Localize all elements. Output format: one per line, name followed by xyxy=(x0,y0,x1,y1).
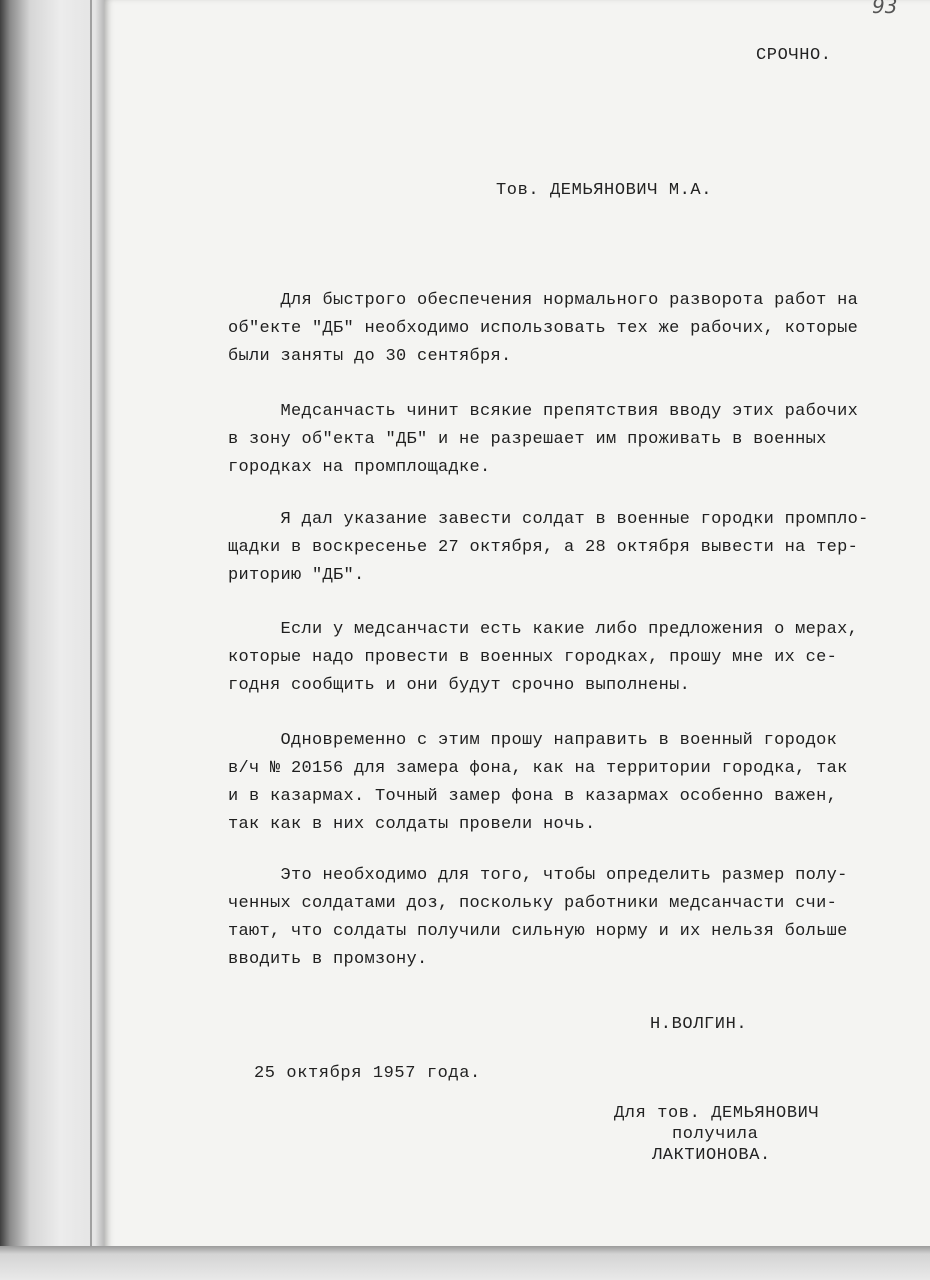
paragraph-line: так как в них солдаты провели ночь. xyxy=(228,815,596,834)
paragraph-line: Медсанчасть чинит всякие препятствия вводу этих рабочих xyxy=(228,402,859,421)
receipt-line-1: Для тов. ДЕМЬЯНОВИЧ xyxy=(614,1104,820,1123)
paragraph-line: ченных солдатами доз, поскольку работники медсанчасти счи- xyxy=(228,894,838,913)
receipt-line-3: ЛАКТИОНОВА. xyxy=(652,1146,771,1165)
paragraph-line: Это необходимо для того, чтобы определить размер полу- xyxy=(228,866,848,885)
paragraph-line: в/ч № 20156 для замера фона, как на территории городка, так xyxy=(228,759,848,778)
paragraph-4 xyxy=(228,616,892,700)
binding-fold xyxy=(90,0,92,1280)
paragraph-5 xyxy=(228,727,892,839)
paragraph-line: вводить в промзону. xyxy=(228,950,428,969)
paragraph-3 xyxy=(228,506,892,590)
paragraph-line: Я дал указание завести солдат в военные городки промпло- xyxy=(228,510,869,529)
paragraph-1 xyxy=(228,287,892,371)
receipt-line-2: получила xyxy=(672,1125,759,1144)
paragraph-line: тают, что солдаты получили сильную норму и их нельзя больше xyxy=(228,922,848,941)
paragraph-line: об"екте "ДБ" необходимо использовать тех же рабочих, которые xyxy=(228,319,859,338)
paragraph-line: Одновременно с этим прошу направить в военный городок xyxy=(228,731,838,750)
paragraph-line: которые надо провести в военных городках, прошу мне их се- xyxy=(228,648,838,667)
addressee: Тов. ДЕМЬЯНОВИЧ М.А. xyxy=(496,181,713,200)
handwritten-page-number: 93 xyxy=(872,0,898,18)
page-bottom-edge xyxy=(0,1246,930,1280)
paragraph-line: были заняты до 30 сентября. xyxy=(228,347,512,366)
paragraph-line: городках на промплощадке. xyxy=(228,458,491,477)
paragraph-line: риторию "ДБ". xyxy=(228,566,365,585)
paragraph-2 xyxy=(228,398,892,482)
urgency-mark: СРОЧНО. xyxy=(756,46,832,65)
paragraph-line: щадки в воскресенье 27 октября, а 28 октября вывести на тер- xyxy=(228,538,859,557)
signature: Н.ВОЛГИН. xyxy=(650,1015,748,1034)
paragraph-line: и в казармах. Точный замер фона в казармах особенно важен, xyxy=(228,787,838,806)
paragraph-line: в зону об"екта "ДБ" и не разрешает им проживать в военных xyxy=(228,430,827,449)
paragraph-line: Если у медсанчасти есть какие либо предложения о мерах, xyxy=(228,620,859,639)
paragraph-6 xyxy=(228,862,892,974)
paragraph-line: годня сообщить и они будут срочно выполнены. xyxy=(228,676,691,695)
document-date: 25 октября 1957 года. xyxy=(254,1064,481,1083)
paragraph-line: Для быстрого обеспечения нормального разворота работ на xyxy=(228,291,859,310)
